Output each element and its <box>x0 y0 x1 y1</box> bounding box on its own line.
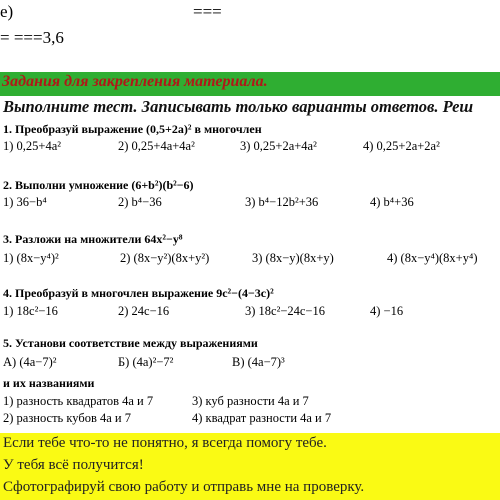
question-5: 5. Установи соответствие между выражениями <box>3 336 258 350</box>
q5-expression-b: Б) (4a)²−7² <box>118 355 174 369</box>
q2-answer-1: 1) 36−b⁴ <box>3 195 47 209</box>
q1-answer-2: 2) 0,25+4a+4a² <box>118 139 195 153</box>
header-line2: = ===3,6 <box>0 28 64 47</box>
q3-answer-3: 3) (8x−y)(8x+y) <box>252 251 334 265</box>
q1-answer-4: 4) 0,25+2a+2a² <box>363 139 440 153</box>
q3-answer-4: 4) (8x−y⁴)(8x+y⁴) <box>387 251 478 265</box>
footer-line-2: У тебя всё получится! <box>3 457 144 473</box>
q4-answer-2: 2) 24c−16 <box>118 304 170 318</box>
q3-answer-2: 2) (8x−y²)(8x+y²) <box>120 251 210 265</box>
banner-title: Задания для закрепления материала. <box>2 73 268 90</box>
q2-answer-3: 3) b⁴−12b²+36 <box>245 195 319 209</box>
footer-line-1: Если тебе что-то не понятно, я всегда помогу тебе. <box>3 435 327 451</box>
question-2: 2. Выполни умножение (6+b²)(b²−6) <box>3 178 194 192</box>
q4-answer-3: 3) 18c²−24c−16 <box>245 304 325 318</box>
banner-subtitle: Выполните тест. Записывать только варианты ответов. Реш <box>3 97 474 116</box>
q3-answer-1: 1) (8x−y⁴)² <box>3 251 59 265</box>
q5-name-1: 1) разность квадратов 4a и 7 <box>3 394 154 408</box>
q5-expression-a: А) (4a−7)² <box>3 355 57 369</box>
q5-expression-c: В) (4a−7)³ <box>232 355 285 369</box>
question-4: 4. Преобразуй в многочлен выражение 9c²−(4−3c)² <box>3 286 274 300</box>
q4-answer-1: 1) 18c²−16 <box>3 304 58 318</box>
q2-answer-2: 2) b⁴−36 <box>118 195 162 209</box>
question-1: 1. Преобразуй выражение (0,5+2a)² в многочлен <box>3 122 262 136</box>
q5-names-label: и их названиями <box>3 376 95 390</box>
footer-line-3: Сфотографируй свою работу и отправь мне на проверку. <box>3 479 365 495</box>
header-line1-left: e) <box>0 2 14 21</box>
q5-name-4: 4) квадрат разности 4a и 7 <box>192 411 332 425</box>
q5-name-3: 3) куб разности 4a и 7 <box>192 394 309 408</box>
header-line1-right: === <box>193 2 222 21</box>
q1-answer-1: 1) 0,25+4a² <box>3 139 62 153</box>
q5-name-2: 2) разность кубов 4a и 7 <box>3 411 131 425</box>
q1-answer-3: 3) 0,25+2a+4a² <box>240 139 317 153</box>
question-3: 3. Разложи на множители 64x²−y⁸ <box>3 232 183 246</box>
q2-answer-4: 4) b⁴+36 <box>370 195 414 209</box>
q4-answer-4: 4) −16 <box>370 304 404 318</box>
